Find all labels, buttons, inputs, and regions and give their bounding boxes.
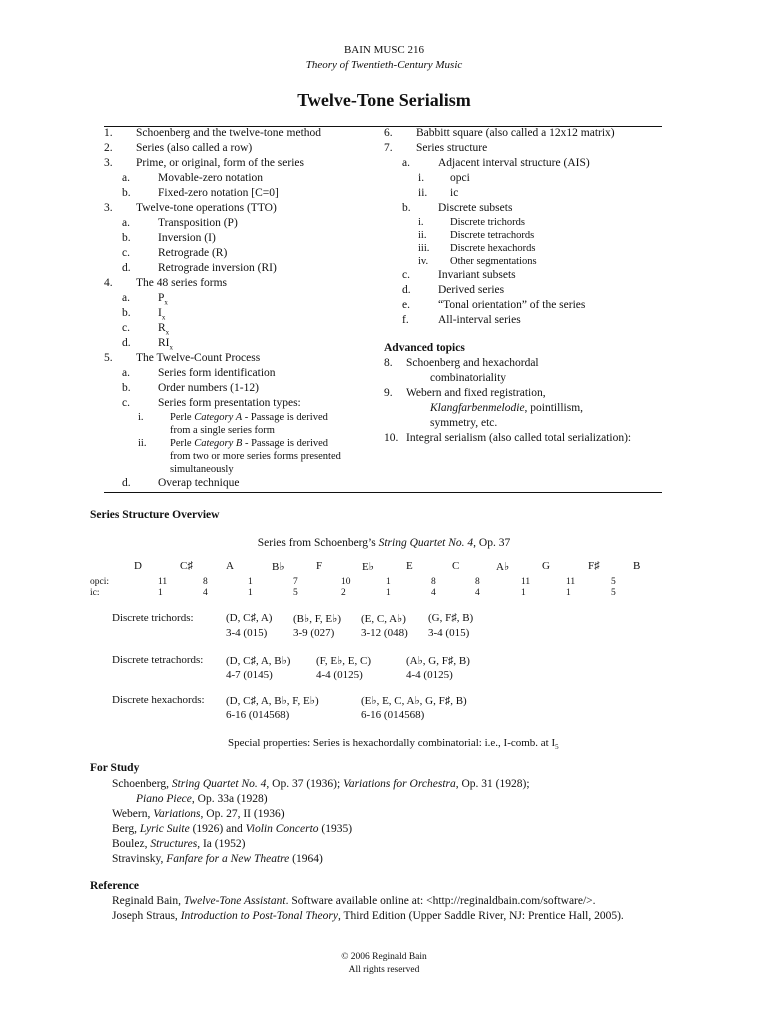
- pitch-name: B: [633, 560, 641, 572]
- outline-text-main: Series form identification: [158, 367, 276, 379]
- opci-value: 11: [521, 577, 531, 587]
- outline-marker: a.: [402, 157, 410, 169]
- outline-text-main: Series form presentation types:: [158, 397, 301, 409]
- outline-text-main: Prime, or original, form of the series: [136, 157, 304, 169]
- pitch-name: G: [542, 560, 550, 572]
- outline-item: [104, 186, 380, 201]
- course-code: BAIN MUSC 216: [343, 44, 425, 56]
- advanced-text: symmetry, etc.: [430, 417, 498, 429]
- outline-text: [170, 463, 234, 476]
- trichords-label: Discrete trichords:: [112, 612, 194, 624]
- advanced-item-line: [384, 416, 666, 431]
- for_study-text: Berg,: [112, 823, 140, 835]
- outline-text: [158, 171, 263, 186]
- outline-text-main: simultaneously: [170, 464, 234, 475]
- outline-subscript: x: [169, 343, 173, 352]
- outline-text: [158, 396, 301, 411]
- outline-text: [158, 381, 259, 396]
- outline-item: [104, 276, 380, 291]
- outline-text: [158, 261, 277, 276]
- outline-text-main: “Tonal orientation” of the series: [438, 299, 586, 311]
- outline-item: [384, 242, 666, 255]
- outline-marker: d.: [402, 284, 411, 296]
- outline-item: [104, 216, 380, 231]
- outline-text: [450, 186, 458, 201]
- outline-marker: ii.: [418, 230, 427, 241]
- ic-value: 4: [431, 588, 436, 598]
- for_study-text: Variations for Orchestra: [343, 778, 456, 790]
- copyright-line: © 2006 Reginald Bain: [341, 952, 427, 962]
- reference-heading: Reference: [90, 880, 139, 892]
- outline-text: [438, 283, 504, 298]
- outline-text-main: Retrograde inversion (RI): [158, 262, 277, 274]
- outline-text-main: P: [158, 292, 165, 304]
- for_study-line: [112, 823, 352, 835]
- advanced-marker: 8.: [384, 357, 393, 369]
- for_study-text: Webern,: [112, 808, 154, 820]
- reference-text: Reginald Bain,: [112, 895, 184, 907]
- outline-subscript: x: [164, 298, 168, 307]
- outline-text-main: The Twelve-Count Process: [136, 352, 261, 364]
- outline-item: [104, 351, 380, 366]
- outline-text-main: from a single series form: [170, 425, 275, 436]
- reference-text: Twelve-Tone Assistant: [183, 895, 286, 907]
- trichord-set-class: 3-9 (027): [293, 627, 335, 639]
- reference-text: . Software available online at: <http://reginaldbain.com/software/>.: [285, 895, 596, 907]
- outline-text-main: Perle: [170, 438, 195, 449]
- outline-item: [384, 255, 666, 268]
- outline-item: [384, 126, 666, 141]
- outline-item: [384, 229, 666, 242]
- trichord-set: (E, C, A♭): [361, 613, 406, 625]
- tetrachord-set-class: 4-4 (0125): [406, 669, 453, 681]
- outline-item: [384, 313, 666, 328]
- hexachord-set: (D, C♯, A, B♭, F, E♭): [226, 695, 319, 707]
- advanced-marker: 9.: [384, 387, 393, 399]
- outline-marker: b.: [122, 232, 131, 244]
- for_study-line: [112, 838, 245, 850]
- advanced-heading: Advanced topics: [384, 342, 465, 354]
- outline-italic: Category A: [194, 412, 243, 423]
- ic-value: 1: [566, 588, 571, 598]
- for_study-line: [112, 778, 530, 790]
- outline-marker: 6.: [384, 127, 393, 139]
- outline-item: [104, 141, 380, 156]
- outline-text: [450, 216, 525, 229]
- advanced-text: Schoenberg and hexachordal: [406, 357, 539, 369]
- hexachord-set: (E♭, E, C, A♭, G, F♯, B): [361, 695, 467, 707]
- outline-item: [104, 450, 380, 463]
- outline-text: [158, 476, 239, 491]
- series-overview-heading: Series Structure Overview: [90, 509, 220, 521]
- opci-value: 8: [203, 577, 208, 587]
- hexachords-label: Discrete hexachords:: [112, 694, 205, 706]
- trichord-set: (D, C♯, A): [226, 612, 273, 624]
- outline-item: [104, 306, 380, 321]
- advanced-item-line: [384, 356, 666, 371]
- for_study-text: , Op. 37 (1936);: [266, 778, 344, 790]
- outline-text: [158, 231, 216, 246]
- advanced-text: Integral serialism (also called total serialization):: [406, 432, 632, 444]
- hexachord-set-class: 6-16 (014568): [226, 709, 290, 721]
- outline-text-main: Derived series: [438, 284, 505, 296]
- for_study-text: String Quartet No. 4: [171, 778, 267, 790]
- advanced-topics: [384, 341, 666, 446]
- outline-marker: 7.: [384, 142, 393, 154]
- for_study-text: Fanfare for a New Theatre: [166, 853, 290, 865]
- advanced-item-line: [384, 386, 666, 401]
- outline-text: [450, 171, 470, 186]
- pitch-name: A♭: [496, 561, 510, 573]
- opci-value: 11: [158, 577, 168, 587]
- outline-item: [384, 201, 666, 216]
- hexachord-set-class: 6-16 (014568): [361, 709, 425, 721]
- for_study-text: Violin Concerto: [245, 823, 319, 835]
- pitch-name: F♯: [588, 560, 600, 572]
- outline-marker: a.: [122, 172, 130, 184]
- outline-item: [104, 336, 380, 351]
- outline-marker: d.: [122, 337, 131, 349]
- opci-value: 1: [248, 577, 253, 587]
- outline-item: [384, 216, 666, 229]
- outline-text: [170, 450, 341, 463]
- outline-text: [136, 276, 227, 291]
- outline-item: [104, 246, 380, 261]
- outline-item: [104, 201, 380, 216]
- outline-marker: b.: [122, 187, 131, 199]
- pitch-name: C: [452, 560, 460, 572]
- outline-italic: Category B: [194, 438, 243, 449]
- outline-text: [136, 141, 252, 156]
- for_study-line: [112, 853, 323, 865]
- for_study-line: [112, 808, 285, 820]
- for_study-text: Stravinsky,: [112, 853, 167, 865]
- outline-item: [104, 381, 380, 396]
- for_study-text: , Op. 27, II (1936): [200, 808, 285, 820]
- outline-item: [104, 366, 380, 381]
- outline-text-main: I: [158, 307, 162, 319]
- ic-value: 1: [248, 588, 253, 598]
- opci-value: 8: [475, 577, 480, 587]
- outline-item: [384, 268, 666, 283]
- opci-value: 5: [611, 577, 616, 587]
- outline-text: [438, 298, 585, 313]
- advanced-item-line: [384, 401, 666, 416]
- outline-marker: d.: [122, 477, 131, 489]
- rights-line: All rights reserved: [348, 965, 420, 975]
- outline-text-main: Adjacent interval structure (AIS): [438, 157, 590, 169]
- outline-item: [104, 156, 380, 171]
- for_study-text: Boulez,: [112, 838, 151, 850]
- outline-marker: 4.: [104, 277, 113, 289]
- for-study-heading: For Study: [90, 762, 140, 774]
- outline-text-main: Babbitt square (also called a 12x12 matrix): [416, 127, 615, 139]
- reference-text: Introduction to Post-Tonal Theory: [180, 910, 338, 922]
- outline-item: [104, 291, 380, 306]
- outline-text-main: opci: [450, 172, 470, 184]
- outline-text-main: Perle: [170, 412, 195, 423]
- outline-text: [416, 126, 615, 141]
- outline-item: [384, 186, 666, 201]
- reference-line: [112, 910, 624, 922]
- special-properties: Special properties: Series is hexachordally combinatorial: i.e., I-comb. at $I_5$: [228, 737, 559, 752]
- outline-text: [450, 242, 535, 255]
- outline-item: [104, 437, 380, 450]
- outline-text-main: Series structure: [416, 142, 488, 154]
- advanced-italic: Klangfarbenmelodie: [430, 402, 525, 414]
- outline-item: [104, 126, 380, 141]
- advanced-item-line: [384, 371, 666, 386]
- outline-text-main: The 48 series forms: [136, 277, 228, 289]
- reference-line: [112, 895, 596, 907]
- outline-item: [104, 411, 380, 424]
- outline-marker: 2.: [104, 142, 113, 154]
- outline-marker: d.: [122, 262, 131, 274]
- outline-text-main: Transposition (P): [158, 217, 238, 229]
- outline-text: [438, 201, 512, 216]
- outline-text-main: Movable-zero notation: [158, 172, 264, 184]
- outline-text-after: - Passage is derived: [242, 438, 329, 449]
- for_study-text: (1935): [318, 823, 353, 835]
- outline-marker: i.: [138, 412, 144, 423]
- outline-text-main: Discrete trichords: [450, 217, 525, 228]
- outline-item: [104, 261, 380, 276]
- pitch-name: E: [406, 560, 413, 572]
- outline-text: [158, 366, 276, 381]
- outline-text-main: Discrete hexachords: [450, 243, 536, 254]
- advanced-text: [430, 401, 583, 416]
- trichord-set-class: 3-4 (015): [428, 627, 470, 639]
- outline-marker: ii.: [138, 438, 147, 449]
- advanced-text-after: , pointillism,: [524, 402, 584, 414]
- outline-marker: b.: [122, 382, 131, 394]
- outline-marker: c.: [122, 322, 130, 334]
- outline-text-main: RI: [158, 337, 170, 349]
- outline-marker: e.: [402, 299, 410, 311]
- outline-text: [450, 255, 537, 268]
- outline-marker: c.: [122, 397, 130, 409]
- outline-text-main: R: [158, 322, 166, 334]
- outline-item: [384, 141, 666, 156]
- ic-value: 1: [158, 588, 163, 598]
- outline-text: [170, 437, 328, 450]
- trichord-set: (G, F♯, B): [428, 612, 474, 624]
- outline-subscript: x: [165, 328, 170, 337]
- for_study-text: Schoenberg,: [112, 778, 172, 790]
- page-title: Twelve-Tone Serialism: [297, 90, 471, 110]
- trichord-set-class: 3-4 (015): [226, 627, 268, 639]
- for_study-text: (1926) and: [189, 823, 246, 835]
- series-caption: Series from Schoenberg’s String Quartet No. 4, Op. 37: [257, 537, 511, 549]
- for_study-text: Variations: [153, 808, 201, 820]
- pitch-name: E♭: [362, 561, 374, 573]
- ic-value: 1: [386, 588, 391, 598]
- outline-text: [158, 216, 238, 231]
- outline-item: [104, 171, 380, 186]
- outline-text-main: Order numbers (1-12): [158, 382, 259, 394]
- outline-text-main: Retrograde (R): [158, 247, 228, 259]
- tetrachord-set: (A♭, G, F♯, B): [406, 655, 470, 667]
- advanced-marker: 10.: [384, 432, 399, 444]
- outline-item: [384, 283, 666, 298]
- outline-text: [136, 201, 277, 216]
- outline-marker: b.: [122, 307, 131, 319]
- outline-marker: iii.: [418, 243, 430, 254]
- for_study-text: Structures: [150, 838, 198, 850]
- tetrachord-set-class: 4-7 (0145): [226, 669, 273, 681]
- outline-marker: i.: [418, 172, 425, 184]
- outline-text-main: ic: [450, 187, 459, 199]
- outline-subscript: x: [161, 313, 166, 322]
- outline-text-main: Fixed-zero notation [C=0]: [158, 187, 279, 199]
- ic-value: 2: [341, 588, 346, 598]
- outline-marker: 1.: [104, 127, 113, 139]
- outline-item: [104, 476, 380, 491]
- outline-marker: i.: [418, 217, 424, 228]
- for_study-text: , Op. 31 (1928);: [455, 778, 530, 790]
- outline-marker: 3.: [104, 202, 113, 214]
- advanced-item-line: [384, 431, 666, 446]
- outline-marker: a.: [122, 292, 130, 304]
- outline-text-main: All-interval series: [438, 314, 521, 326]
- outline-text: [450, 229, 534, 242]
- outline-text-main: Twelve-tone operations (TTO): [136, 202, 277, 214]
- outline-marker: ii.: [418, 187, 428, 199]
- outline-text: [158, 246, 227, 261]
- ic-value: 4: [475, 588, 480, 598]
- outline-text-main: Schoenberg and the twelve-tone method: [136, 127, 322, 139]
- outline-text-after: - Passage is derived: [242, 412, 328, 423]
- outline-text-main: Series (also called a row): [136, 142, 253, 154]
- outline-item: [384, 298, 666, 313]
- opci-value: 8: [431, 577, 436, 587]
- outline-text: [438, 156, 590, 171]
- outline-text-main: Inversion (I): [158, 232, 216, 244]
- outline-left-column: [104, 126, 380, 491]
- pitch-name: C♯: [180, 560, 193, 572]
- tetrachord-set-class: 4-4 (0125): [316, 669, 363, 681]
- outline-text: [416, 141, 487, 156]
- for_study-text: Lyric Suite: [139, 823, 190, 835]
- for_study-line: [136, 793, 268, 805]
- pitch-name: F: [316, 560, 323, 572]
- outline-right-column: [384, 126, 666, 328]
- pitch-name: A: [226, 560, 234, 572]
- for_study-text: , Ia (1952): [197, 838, 246, 850]
- outline-text: [438, 313, 521, 328]
- ic-value: 1: [521, 588, 526, 598]
- tetrachords-label: Discrete tetrachords:: [112, 654, 204, 666]
- outline-item: [104, 321, 380, 336]
- for_study-text: (1964): [289, 853, 323, 865]
- outline-text-main: Discrete subsets: [438, 202, 513, 214]
- tetrachord-set: (F, E♭, E, C): [316, 655, 372, 667]
- outline-text-main: from two or more series forms presented: [170, 451, 341, 462]
- bottom-rule: [104, 492, 662, 493]
- course-subtitle: Theory of Twentieth-Century Music: [305, 59, 463, 71]
- outline-text-main: Discrete tetrachords: [450, 230, 535, 241]
- outline-marker: iv.: [418, 256, 429, 267]
- pitch-name: D: [134, 560, 142, 572]
- for_study-text: Piano Piece: [136, 793, 192, 805]
- trichord-set-class: 3-12 (048): [361, 627, 408, 639]
- outline-item: [104, 231, 380, 246]
- outline-text: [136, 126, 321, 141]
- opci-label: opci:: [90, 577, 109, 587]
- outline-text-main: Overap technique: [158, 477, 240, 489]
- outline-item: [104, 424, 380, 437]
- outline-marker: c.: [122, 247, 130, 259]
- ic-value: 5: [293, 588, 298, 598]
- outline-item: [384, 171, 666, 186]
- outline-marker: c.: [402, 269, 410, 281]
- outline-text: [438, 268, 516, 283]
- pitch-name: B♭: [272, 561, 285, 573]
- ic-value: 4: [203, 588, 208, 598]
- trichord-set: (B♭, F, E♭): [293, 613, 341, 625]
- for_study-text: , Op. 33a (1928): [191, 793, 268, 805]
- opci-value: 1: [386, 577, 391, 587]
- advanced-text: Webern and fixed registration,: [406, 387, 546, 399]
- outline-item: [384, 156, 666, 171]
- outline-text-main: Other segmentations: [450, 256, 537, 267]
- outline-item: [104, 396, 380, 411]
- outline-item: [104, 463, 380, 476]
- outline-marker: 3.: [104, 157, 113, 169]
- tetrachord-set: (D, C♯, A, B♭): [226, 655, 291, 667]
- advanced-text: combinatoriality: [430, 372, 507, 384]
- outline-text: [170, 424, 275, 437]
- outline-text: [136, 351, 260, 366]
- opci-value: 7: [293, 577, 298, 587]
- reference-text: , Third Edition (Upper Saddle River, NJ: Prentice Hall, 2005).: [337, 910, 624, 922]
- outline-marker: a.: [122, 217, 130, 229]
- outline-text: [170, 411, 328, 424]
- opci-value: 11: [566, 577, 576, 587]
- reference-text: Joseph Straus,: [112, 910, 181, 922]
- outline-text: [136, 156, 304, 171]
- opci-value: 10: [341, 577, 351, 587]
- outline-marker: f.: [402, 314, 409, 326]
- ic-value: 5: [611, 588, 616, 598]
- ic-label: ic:: [90, 588, 100, 598]
- outline-marker: b.: [402, 202, 411, 214]
- outline-marker: a.: [122, 367, 130, 379]
- outline-text-main: Invariant subsets: [438, 269, 516, 281]
- outline-text: [158, 186, 279, 201]
- outline-marker: 5.: [104, 352, 113, 364]
